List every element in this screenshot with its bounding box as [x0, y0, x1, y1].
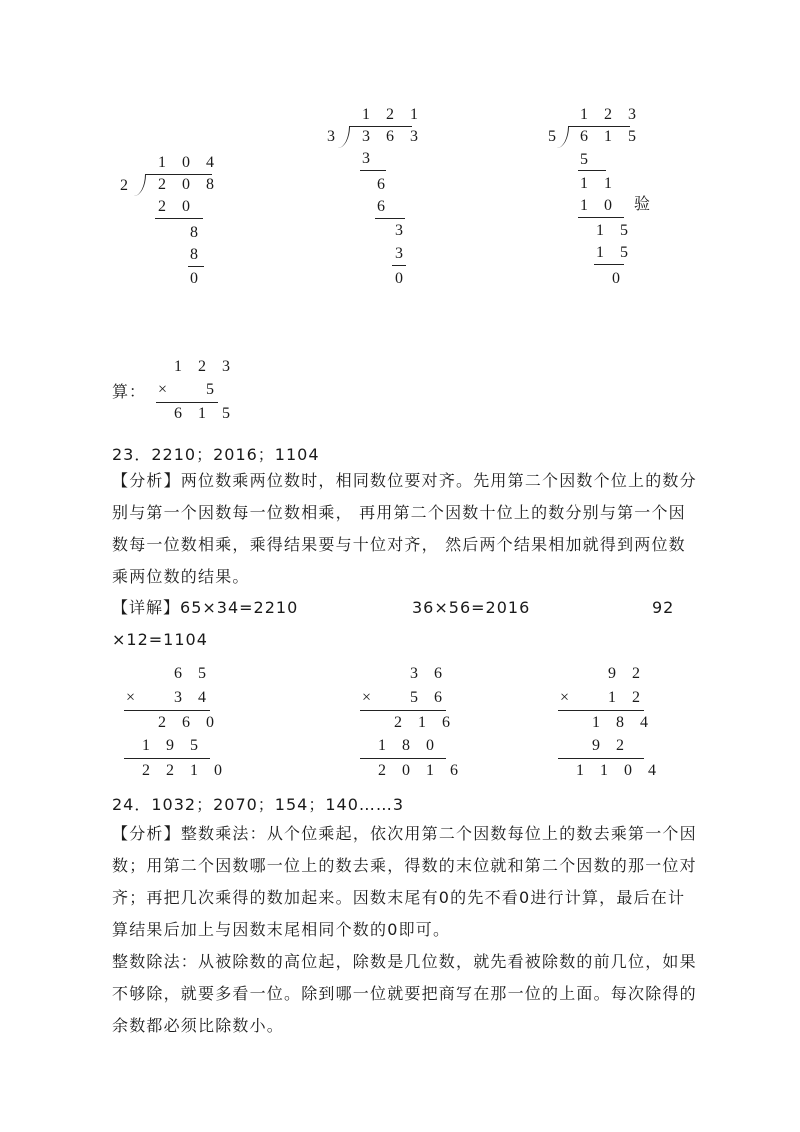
partial-2: 1 8 0 — [378, 737, 440, 754]
step-line — [375, 218, 405, 219]
dividend: 2 0 8 — [158, 176, 220, 193]
q23-analysis — [112, 465, 702, 593]
factor-a: 6 5 — [174, 665, 212, 682]
divisor: 5 — [548, 128, 562, 145]
division-bar — [568, 126, 630, 127]
step: 8 — [190, 246, 204, 263]
factor-a: 3 6 — [410, 665, 448, 682]
side-label: 验 — [634, 194, 652, 213]
product-line — [124, 710, 210, 711]
step: 1 5 — [596, 244, 634, 261]
partial-1: 1 8 4 — [592, 714, 654, 731]
step: 1 0 — [580, 197, 618, 214]
factor-bottom: 5 — [206, 381, 220, 398]
partial-1: 2 6 0 — [158, 714, 220, 731]
product: 6 1 5 — [174, 405, 236, 422]
remainder: 0 — [395, 270, 409, 287]
times-sign: × — [560, 689, 576, 706]
q24-analysis — [112, 818, 702, 946]
step-line — [578, 170, 606, 171]
times-sign: × — [362, 689, 378, 706]
step: 6 — [377, 198, 391, 215]
product-line — [156, 402, 218, 403]
remainder: 0 — [190, 270, 204, 287]
step-line — [188, 266, 204, 267]
equation-3-end: ×12=1104 — [112, 630, 208, 649]
factor-top: 1 2 3 — [174, 358, 236, 375]
analysis-text: 整数乘法：从个位乘起，依次用第二个因数每位上的数去乘第一个因数；用第二个因数哪一位上的数去乘，得数的末位就和第二个因数的那一位对齐；再把几次乘得的数加起来。因数末尾有0的先不看0进行计算，最后在计算结果后加上与因数末尾相同个数的0即可。 — [112, 824, 697, 939]
division-bar — [350, 126, 412, 127]
quotient: 1 2 1 — [362, 106, 424, 123]
step-line — [578, 217, 624, 218]
division-bracket — [133, 174, 146, 196]
product-line — [360, 710, 446, 711]
q23-detail — [112, 598, 298, 618]
factor-b: 1 2 — [608, 689, 646, 706]
step: 3 — [362, 150, 376, 167]
partial-2: 9 2 — [592, 737, 630, 754]
divisor: 2 — [120, 177, 134, 194]
sum-line — [558, 758, 644, 759]
times-sign: × — [158, 381, 174, 398]
quotient: 1 2 3 — [580, 106, 642, 123]
sum-line — [360, 758, 446, 759]
equation-2: 36×56=2016 — [412, 598, 531, 617]
analysis-text: 两位数乘两位数时，相同数位要对齐。先用第二个因数个位上的数分别与第一个因数每一位数相乘， 再用第二个因数十位上的数分别与第一个因数每一位数相乘，乘得结果要与十位对齐， 然后两个结果相加就得到两位数乘两位数的结果。 — [112, 471, 697, 586]
step: 2 0 — [158, 198, 196, 215]
division-bar — [146, 174, 212, 175]
step: 3 — [395, 222, 409, 239]
sum: 1 1 0 4 — [576, 762, 662, 779]
step-line — [392, 265, 406, 266]
check-label: 算： — [112, 382, 147, 401]
sum: 2 2 1 0 — [142, 762, 228, 779]
equation-3-start: 92 — [652, 598, 675, 617]
equation-1: 65×34=2210 — [180, 598, 299, 617]
sum: 2 0 1 6 — [378, 762, 464, 779]
divisor: 3 — [327, 128, 341, 145]
partial-1: 2 1 6 — [394, 714, 456, 731]
factor-b: 5 6 — [410, 689, 448, 706]
product-line — [558, 710, 644, 711]
division-bracket — [337, 126, 350, 148]
step: 1 5 — [596, 222, 634, 239]
step: 8 — [190, 224, 204, 241]
q24-heading: 24．1032；2070；154；140……3 — [112, 795, 405, 814]
division-bracket — [556, 126, 569, 148]
analysis-tag: 【分析】 — [112, 471, 181, 490]
quotient: 1 0 4 — [158, 154, 220, 171]
times-sign: × — [126, 689, 142, 706]
step: 6 — [377, 176, 391, 193]
analysis-tag: 【分析】 — [112, 824, 181, 843]
step: 5 — [580, 151, 594, 168]
step-line — [360, 170, 386, 171]
q24-division-rule: 整数除法：从被除数的高位起，除数是几位数，就先看被除数的前几位，如果不够除，就要多看一位。除到哪一位就要把商写在那一位的上面。每次除得的余数都必须比除数小。 — [112, 952, 697, 1035]
q23-heading: 23．2210；2016；1104 — [112, 445, 320, 464]
step-line — [594, 264, 624, 265]
step: 3 — [395, 245, 409, 262]
factor-b: 3 4 — [174, 689, 212, 706]
step-line — [155, 218, 203, 219]
dividend: 3 6 3 — [362, 128, 424, 145]
detail-tag: 【详解】 — [112, 598, 181, 617]
step: 1 1 — [580, 175, 618, 192]
factor-a: 9 2 — [608, 665, 646, 682]
partial-2: 1 9 5 — [142, 737, 204, 754]
dividend: 6 1 5 — [580, 128, 642, 145]
remainder: 0 — [612, 270, 626, 287]
sum-line — [124, 758, 210, 759]
